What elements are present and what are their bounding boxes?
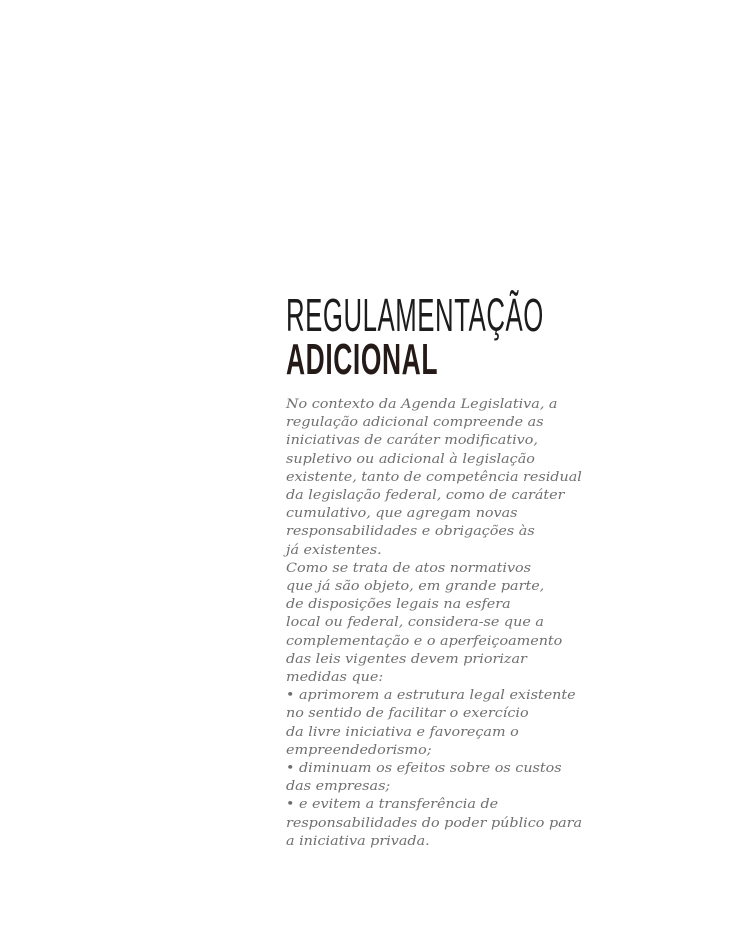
- body-line: já existentes.: [286, 542, 382, 558]
- body-line: das empresas;: [286, 779, 391, 795]
- body-line: No contexto da Agenda Legislativa, a: [286, 397, 558, 412]
- body-line: da legislação federal, como de caráter: [286, 488, 565, 504]
- body-line: local ou federal, considera-se que a: [286, 615, 544, 631]
- bullet-line: • e evitem a transferência de: [286, 797, 499, 813]
- body-line: cumulativo, que agregam novas: [286, 506, 518, 522]
- body-line: da livre iniciativa e favoreçam o: [286, 724, 519, 740]
- body-line: medidas que:: [286, 670, 384, 686]
- bullet-line: • aprimorem a estrutura legal existente: [286, 688, 576, 704]
- body-line: empreendedorismo;: [286, 742, 432, 758]
- body-line: complementação e o aperfeiçoamento: [286, 633, 563, 649]
- body-line: Como se trata de atos normativos: [286, 560, 532, 576]
- bullet-line: • diminuam os efeitos sobre os custos: [286, 761, 562, 777]
- body-line: existente, tanto de competência residual: [286, 469, 582, 485]
- body-line: de disposições legais na esfera: [286, 597, 511, 613]
- body-line: regulação adicional compreende as: [286, 415, 544, 431]
- body-line: no sentido de facilitar o exercício: [286, 706, 529, 722]
- body-line: supletivo ou adicional à legislação: [286, 451, 535, 467]
- body-line: que já são objeto, em grande parte,: [286, 579, 545, 595]
- body-line: responsabilidades e obrigações às: [286, 524, 535, 540]
- body-line: das leis vigentes devem priorizar: [286, 651, 527, 667]
- body-paragraph: [286, 396, 586, 851]
- article-section: [286, 289, 586, 851]
- section-title-bold: ADICIONAL: [286, 335, 439, 384]
- body-line: iniciativas de caráter modificativo,: [286, 433, 538, 449]
- section-title-light: REGULAMENTAÇÃO: [286, 289, 544, 341]
- body-line: responsabilidades do poder público para: [286, 815, 583, 831]
- body-line: a iniciativa privada.: [286, 833, 430, 849]
